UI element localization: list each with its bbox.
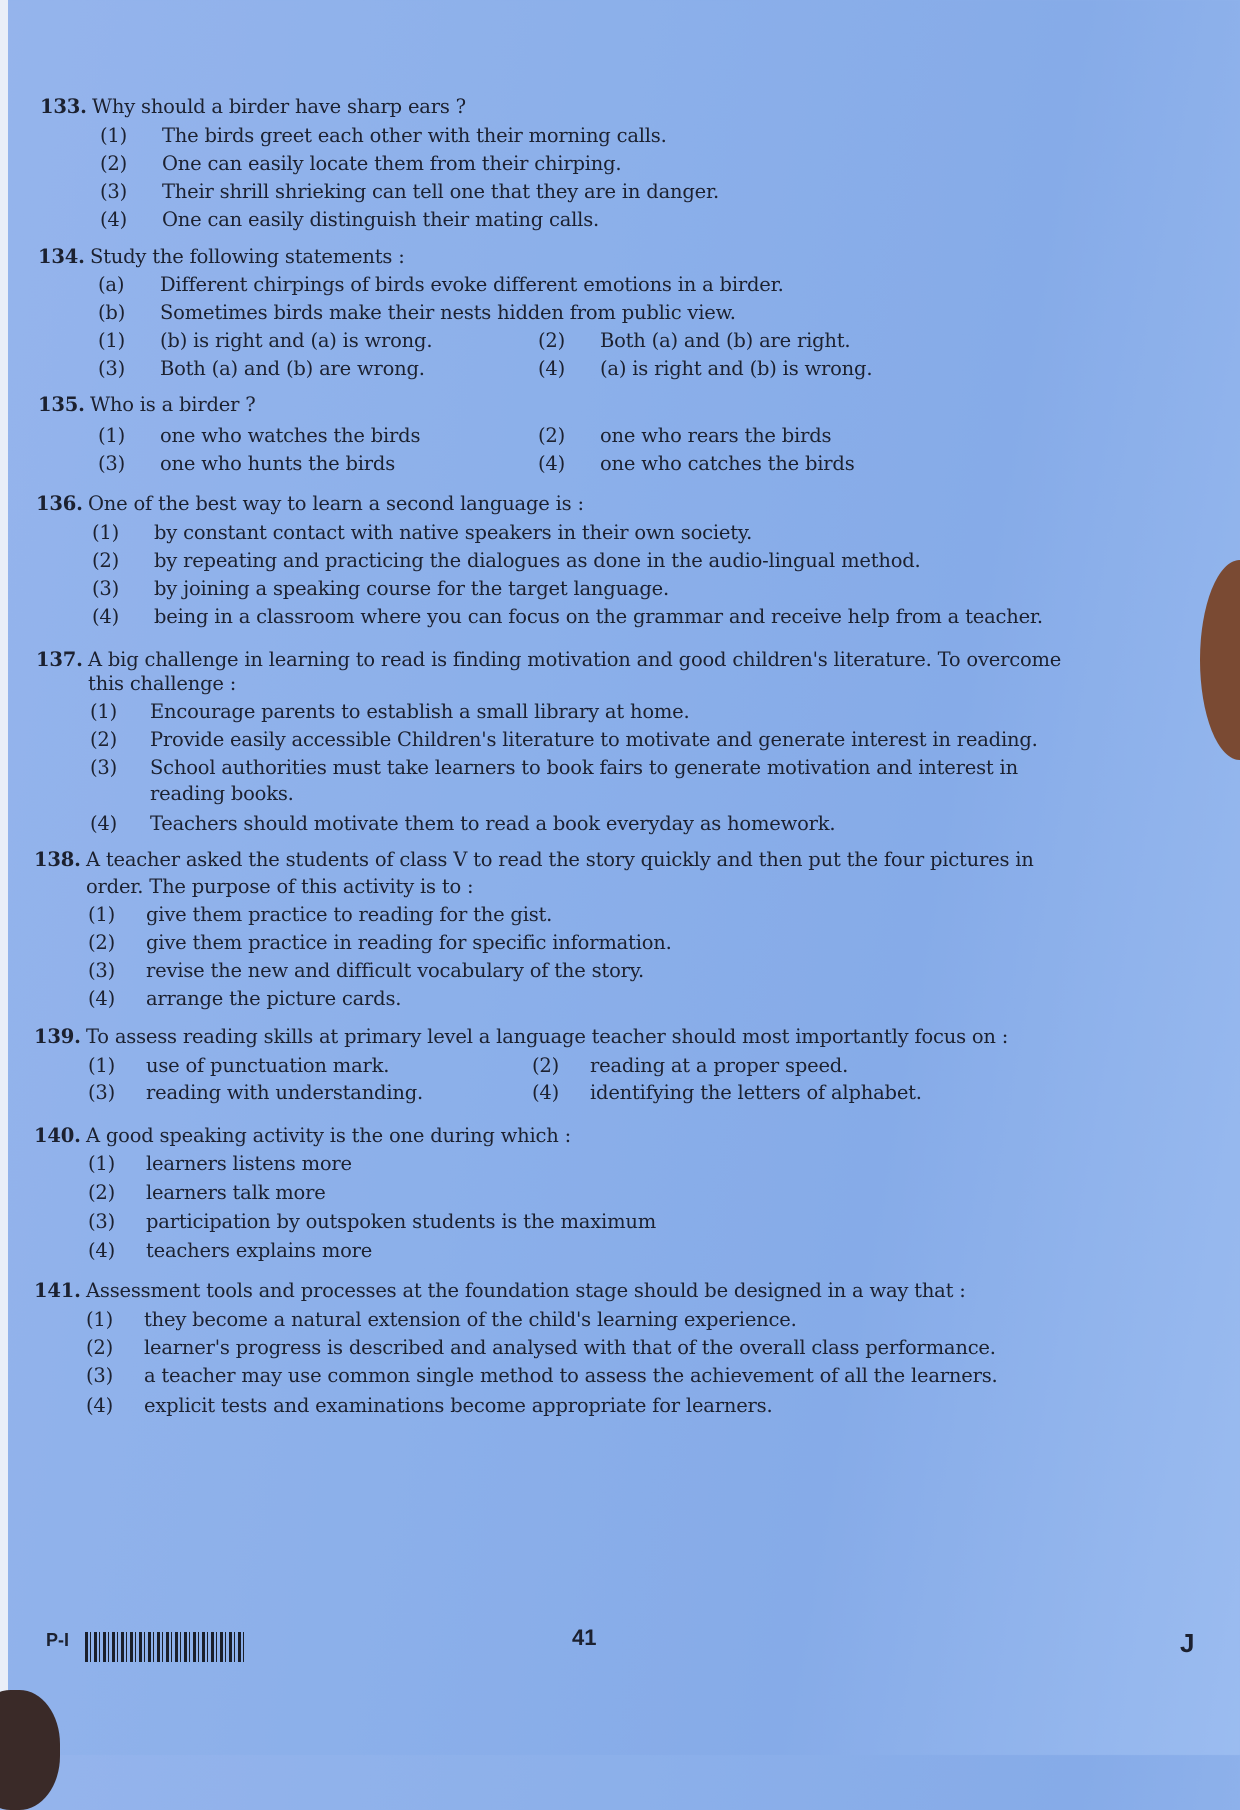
question-text: Study the following statements : [90,245,405,268]
option-label: (3) [98,452,126,475]
option-label: (3) [100,180,128,203]
option-label: (3) [98,357,126,380]
option-text: identifying the letters of alphabet. [590,1081,922,1104]
option-label: (2) [538,329,566,352]
option-label: (1) [88,1054,116,1077]
option-text: revise the new and difficult vocabulary of the story. [146,959,644,982]
option-label: (1) [90,700,118,723]
option-label: (2) [88,931,116,954]
option-text: by repeating and practicing the dialogues as done in the audio-lingual method. [154,549,921,572]
option-label: (2) [86,1336,114,1359]
question-text-continued: order. The purpose of this activity is to : [86,875,474,898]
question-number: 135. [38,393,85,416]
option-label: (4) [538,357,566,380]
question-number: 134. [38,245,85,268]
option-label: (3) [90,756,118,779]
option-label: (3) [92,577,120,600]
option-label: (1) [86,1308,114,1331]
option-label: (2) [538,424,566,447]
question-text: Assessment tools and processes at the foundation stage should be designed in a way that : [86,1279,966,1302]
option-text: arrange the picture cards. [146,987,402,1010]
option-text: participation by outspoken students is the maximum [146,1210,657,1233]
option-text: One can easily distinguish their mating calls. [162,208,599,231]
option-label: (3) [86,1364,114,1387]
option-text-continued: reading books. [150,782,294,805]
option-text: by joining a speaking course for the target language. [154,577,669,600]
option-text: a teacher may use common single method to assess the achievement of all the learners. [144,1364,998,1387]
footer-code: P-I [46,1630,70,1650]
option-label: (4) [92,605,120,628]
option-text: learner's progress is described and analysed with that of the overall class performance. [144,1336,996,1359]
option-label: (2) [90,728,118,751]
question-text: A teacher asked the students of class V to read the story quickly and then put the four pictures in [86,848,1034,871]
option-text: learners listens more [146,1152,352,1175]
option-label: (4) [88,1239,116,1262]
question-text: A big challenge in learning to read is finding motivation and good children's literature. To overcome [88,648,1062,671]
option-label: (3) [88,1081,116,1104]
option-label: (2) [100,152,128,175]
option-text: one who rears the birds [600,424,832,447]
option-text: give them practice to reading for the gist. [146,903,553,926]
option-text: One can easily locate them from their chirping. [162,152,622,175]
option-text: The birds greet each other with their morning calls. [162,124,667,147]
option-label: (1) [88,903,116,926]
option-label: (2) [532,1054,560,1077]
question-number: 140. [34,1124,81,1147]
option-label: (3) [88,959,116,982]
option-text: learners talk more [146,1181,326,1204]
option-text: (a) is right and (b) is wrong. [600,357,873,380]
question-number: 136. [36,492,83,515]
option-text: Different chirpings of birds evoke different emotions in a birder. [160,273,784,296]
option-label: (3) [88,1210,116,1233]
option-text: use of punctuation mark. [146,1054,390,1077]
option-text: Provide easily accessible Children's literature to motivate and generate interest in reading. [150,728,1038,751]
page-number: 41 [572,1625,597,1650]
option-label: (2) [92,549,120,572]
question-text: To assess reading skills at primary level a language teacher should most importantly focus on : [86,1025,1009,1048]
option-label: (4) [532,1081,560,1104]
option-text: they become a natural extension of the child's learning experience. [144,1308,797,1331]
option-text: Both (a) and (b) are wrong. [160,357,425,380]
page-edge [0,0,8,1755]
question-number: 133. [40,95,87,118]
option-text: one who catches the birds [600,452,855,475]
thumb [1200,560,1240,760]
option-label: (a) [98,273,125,296]
question-text: A good speaking activity is the one during which : [86,1124,571,1147]
question-number: 139. [34,1025,81,1048]
question-number: 141. [34,1279,81,1302]
question-text-continued: this challenge : [88,672,237,695]
option-text: Both (a) and (b) are right. [600,329,851,352]
option-text: one who hunts the birds [160,452,396,475]
barcode [85,1632,245,1662]
question-text: Why should a birder have sharp ears ? [92,95,466,118]
option-text: Teachers should motivate them to read a book everyday as homework. [150,812,836,835]
option-label: (b) [98,301,126,324]
option-label: (4) [90,812,118,835]
option-label: (1) [98,329,126,352]
option-label: (1) [100,124,128,147]
finger [0,1690,60,1810]
option-text: explicit tests and examinations become appropriate for learners. [144,1394,773,1417]
option-label: (1) [98,424,126,447]
option-text: reading with understanding. [146,1081,424,1104]
option-text: Sometimes birds make their nests hidden from public view. [160,301,736,324]
option-text: by constant contact with native speakers in their own society. [154,521,753,544]
option-label: (2) [88,1181,116,1204]
question-number: 137. [36,648,83,671]
question-number: 138. [34,848,81,871]
question-text: One of the best way to learn a second language is : [88,492,584,515]
option-text: one who watches the birds [160,424,421,447]
option-label: (4) [88,987,116,1010]
option-label: (4) [538,452,566,475]
option-text: give them practice in reading for specific information. [146,931,672,954]
set-code: J [1180,1628,1195,1658]
option-label: (1) [88,1152,116,1175]
question-text: Who is a birder ? [90,393,256,416]
option-text: School authorities must take learners to book fairs to generate motivation and interest in [150,756,1018,779]
option-label: (4) [100,208,128,231]
option-label: (4) [86,1394,114,1417]
option-text: Encourage parents to establish a small library at home. [150,700,690,723]
option-text: teachers explains more [146,1239,373,1262]
option-text: Their shrill shrieking can tell one that they are in danger. [162,180,719,203]
option-label: (1) [92,521,120,544]
option-text: (b) is right and (a) is wrong. [160,329,433,352]
option-text: being in a classroom where you can focus on the grammar and receive help from a teacher. [154,605,1043,628]
option-text: reading at a proper speed. [590,1054,849,1077]
